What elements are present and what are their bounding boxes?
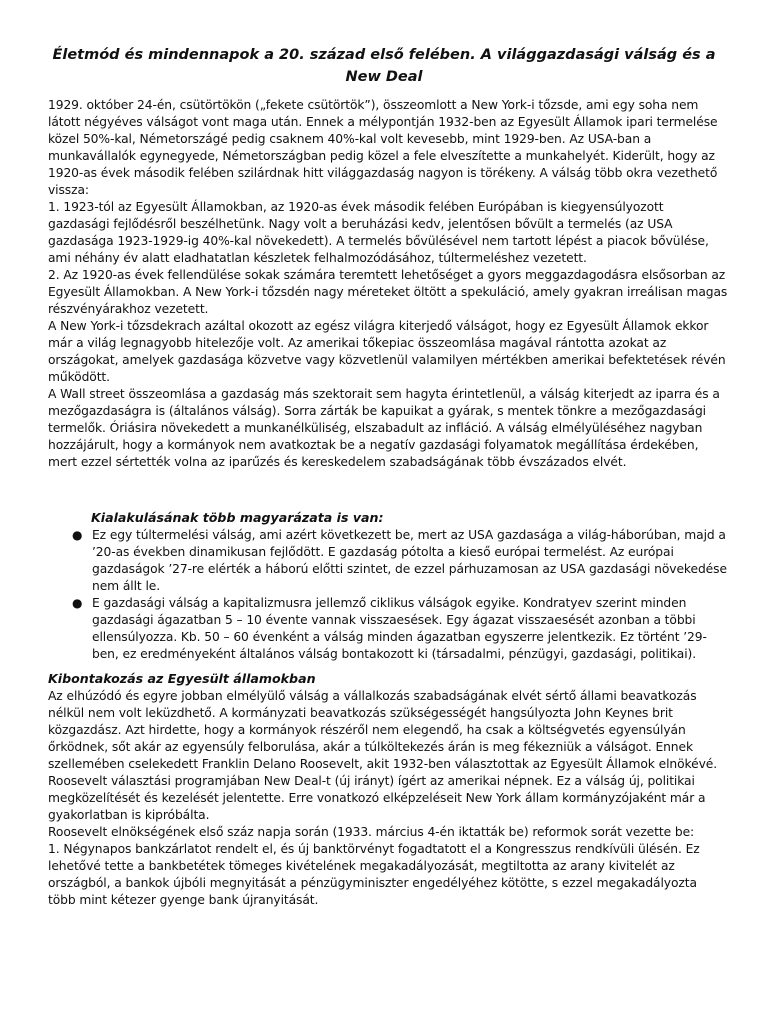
list-item-text: Ez egy túltermelési válság, ami azért következett be, mert az USA gazdasága a világ-háborúban, majd a ’20-as években dinamikusan fejlődött. E gazdaság pótolta a kieső európai termelést. Az európai gazdaságok ’27-re elérték a háború előtti szintet, de ezzel párhuzamosan az USA gazdasági növekedése nem állt le. (92, 528, 727, 593)
subheading-recovery: Kibontakozás az Egyesült államokban (48, 671, 316, 686)
paragraph-bank-holiday: 1. Négynapos bankzárlatot rendelt el, és új banktörvényt fogadtatott el a Kongresszus rendkívüli ülésén. Ez lehetővé tette a bankbetétek tömeges kivételének megakadályozását, megtiltotta az arany kivitelét az országból, a bankok újbóli megnyitását a pénzügyminiszter engedélyéhez kötötte, s ezzel megakadályozta több mint kétezer gyenge bank újranyitását. (48, 842, 700, 907)
list-item-text: E gazdasági válság a kapitalizmusra jellemző ciklikus válságok egyike. Kondratyev szerint minden gazdasági ágazatban 5 – 10 évente vannak visszaesések. Egy ágazat visszaesését azonban a többi ellensúlyozza. Kb. 50 – 60 évenként a válság minden ágazatban egyszerre jelentkezik. Ez történt ’29-ben, ez eredményeként általános válság bontakozott ki (társadalmi, pénzügyi, gazdasági, politikai). (92, 596, 707, 661)
paragraph-crash-intro: 1929. október 24-én, csütörtökön („fekete csütörtök”), összeomlott a New York-i tőzsde, ami egy soha nem látott négyéves válságot vont maga után. Ennek a mélypontján 1932-ben az Egyesült Államok ipari termelése közel 50%-kal, Németországé pedig csaknem 40%-kal volt kevesebb, mint 1929-ben. Az USA-ban a munkavállalók egynegyede, Németországban pedig közel a fele elveszítette a munkahelyét. Kiderült, hogy az 1920-as évek második felében szilárdnak hitt világgazdaság nagyon is törékeny. A válság több okra vezethető vissza: (48, 98, 718, 197)
paragraph-keynes: Az elhúzódó és egyre jobban elmélyülő válság a vállalkozás szabadságának elvét sértő állami beavatkozás nélkül nem volt leküzdhető. A kormányzati beavatkozás szükségességét hangsúlyozta John Keynes brit közgazdász. Azt hirdette, hogy a kormányok részéről nem elegendő, ha csak a költségvetés egyensúlyán őrködnek, sőt akár az egyensúly felborulása, akár a túlköltekezés árán is meg fékezniük a válságot. Ennek szellemében cselekedett Franklin Delano Roosevelt, akit 1932-ben választottak az Egyesült Államok elnökévé. (48, 689, 718, 771)
list-item-overproduction (48, 527, 728, 595)
paragraph-cause-2: 2. Az 1920-as évek fellendülése sokak számára teremtett lehetőséget a gyors meggazdagodásra elsősorban az Egyesült Államokban. A New York-i tőzsdén nagy méreteket öltött a spekuláció, amely gyakran irreálisan magas részvényárakhoz vezetett. (48, 268, 728, 316)
page-title: Életmód és mindennapok a 20. század első felében. A világgazdasági válság és a New Deal (52, 47, 716, 85)
bullet-icon: ● (72, 596, 83, 610)
subheading-explanations: Kialakulásának több magyarázata is van: (91, 510, 384, 525)
intro-section (48, 97, 728, 471)
list-item-cyclical (48, 595, 728, 663)
explanations-list (48, 527, 728, 663)
paragraph-first-hundred-days: Roosevelt elnökségének első száz napja során (1933. március 4-én iktatták be) reformok sorát vezette be: (48, 825, 695, 839)
bullet-icon: ● (72, 528, 83, 542)
paragraph-new-deal: Roosevelt választási programjában New Deal-t (új irányt) ígért az amerikai népnek. Ez a válság új, politikai megközelítését és kezelését jelentette. Erre vonatkozó elképzeléseit New York állam kormányzójaként már a gyakorlatban is kipróbálta. (48, 774, 706, 822)
recovery-section (48, 688, 728, 909)
paragraph-wall-street: A Wall street összeomlása a gazdaság más szektorait sem hagyta érintetlenül, a válság kiterjedt az iparra és a mezőgazdaságra is (általános válság). Sorra zárták be kapuikat a gyárak, s mentek tönkre a mezőgazdasági termelők. Óriásira növekedett a munkanélküliség, elszabadult az infláció. A válság elmélyüléséhez nagyban hozzájárult, hogy a kormányok nem avatkoztak be a negatív gazdasági folyamatok megállítása érdekében, mert ezzel sértették volna az iparűzés és kereskedelem szabadságának több évszázados elvét. (48, 387, 720, 469)
paragraph-world-crisis: A New York-i tőzsdekrach azáltal okozott az egész világra kiterjedő válságot, hogy ez Egyesült Államok ekkor már a világ legnagyobb hitelezője volt. Az amerikai tőkepiac összeomlása magával rántotta azokat az országokat, amelyek gazdasága közvetve vagy közvetlenül valamilyen mértékben amerikai befektetések révén működött. (48, 319, 726, 384)
paragraph-cause-1: 1. 1923-tól az Egyesült Államokban, az 1920-as évek második felében Európában is kiegyensúlyozott gazdasági fejlődésről beszélhetünk. Nagy volt a beruházási kedv, jelentősen bővült a termelés (az USA gazdasága 1923-1929-ig 40%-kal növekedett). A termelés bővülésével nem tartott lépést a piacok bővülése, ami néhány év alatt eladhatatlan készletek felhalmozódásához, túltermeléshez vezetett. (48, 200, 709, 265)
